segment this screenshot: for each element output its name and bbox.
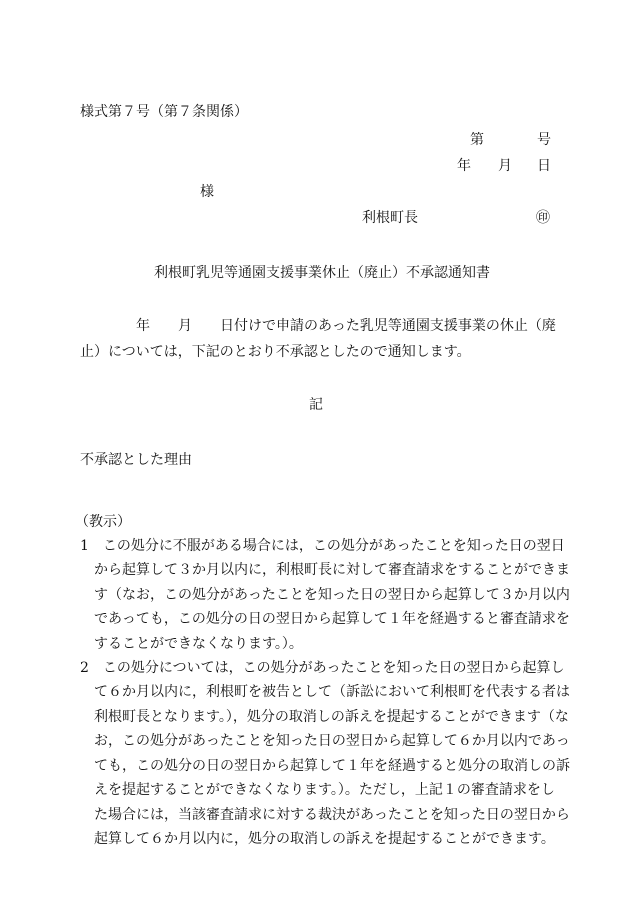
addressee-suffix: 様 [200,184,214,200]
notice-item2-line: ても，この処分の日の翌日から起算して１年を経過すると処分の取消しの訴 [94,758,570,774]
reason-label: 不承認とした理由 [80,452,192,468]
doc-number-prefix: 第 [470,132,484,148]
notice-item1-line: することができなくなります。）。 [94,636,303,652]
form-label: 様式第７号（第７条関係） [80,104,248,120]
notice-item2-line: た場合には，当該審査請求に対する裁決があったことを知った日の翌日から [94,807,570,823]
notice-item2-line: 起算して６か月以内に，処分の取消しの訴えを提起することができます。 [94,831,555,847]
notice-item2-line: えを提起することができなくなります。）。ただし，上記１の審査請求をし [94,782,555,798]
date-month: 月 [498,158,512,174]
notice-item2-line: お，この処分があったことを知った日の翌日から起算して６か月以内であっ [94,733,570,749]
doc-number-suffix: 号 [537,132,551,148]
body-line: 止）については，下記のとおり不承認としたので通知します。 [80,344,471,360]
notice-item1-line: す（なお，この処分があったことを知った日の翌日から起算して３か月以内 [94,587,570,603]
seal-mark: ㊞ [536,210,550,226]
notice-item2-line: て６か月以内に，利根町を被告として（訴訟において利根町を代表する者は [94,684,570,700]
notice-item1-line: であっても，この処分の日の翌日から起算して１年を経過すると審査請求を [94,611,570,627]
notice-heading: （教示） [75,514,131,530]
ki-heading: 記 [309,397,323,413]
notice-item2-line: 利根町長となります。），処分の取消しの訴えを提起することができます（な [94,709,569,725]
document-title: 利根町乳児等通園支援事業休止（廃止）不承認通知書 [154,265,490,281]
notice-item1-line: から起算して３か月以内に，利根町長に対して審査請求をすることができま [94,562,570,578]
notice-item1-line: 1 この処分に不服がある場合には，この処分があったことを知った日の翌日 [80,538,565,554]
issuer-name: 利根町長 [362,210,418,226]
body-line: 年 月 日付けで申請のあった乳児等通園支援事業の休止（廃 [80,318,556,334]
notice-item2-line: 2 この処分については，この処分があったことを知った日の翌日から起算し [80,660,565,676]
date-day: 日 [537,158,551,174]
date-year: 年 [457,158,471,174]
